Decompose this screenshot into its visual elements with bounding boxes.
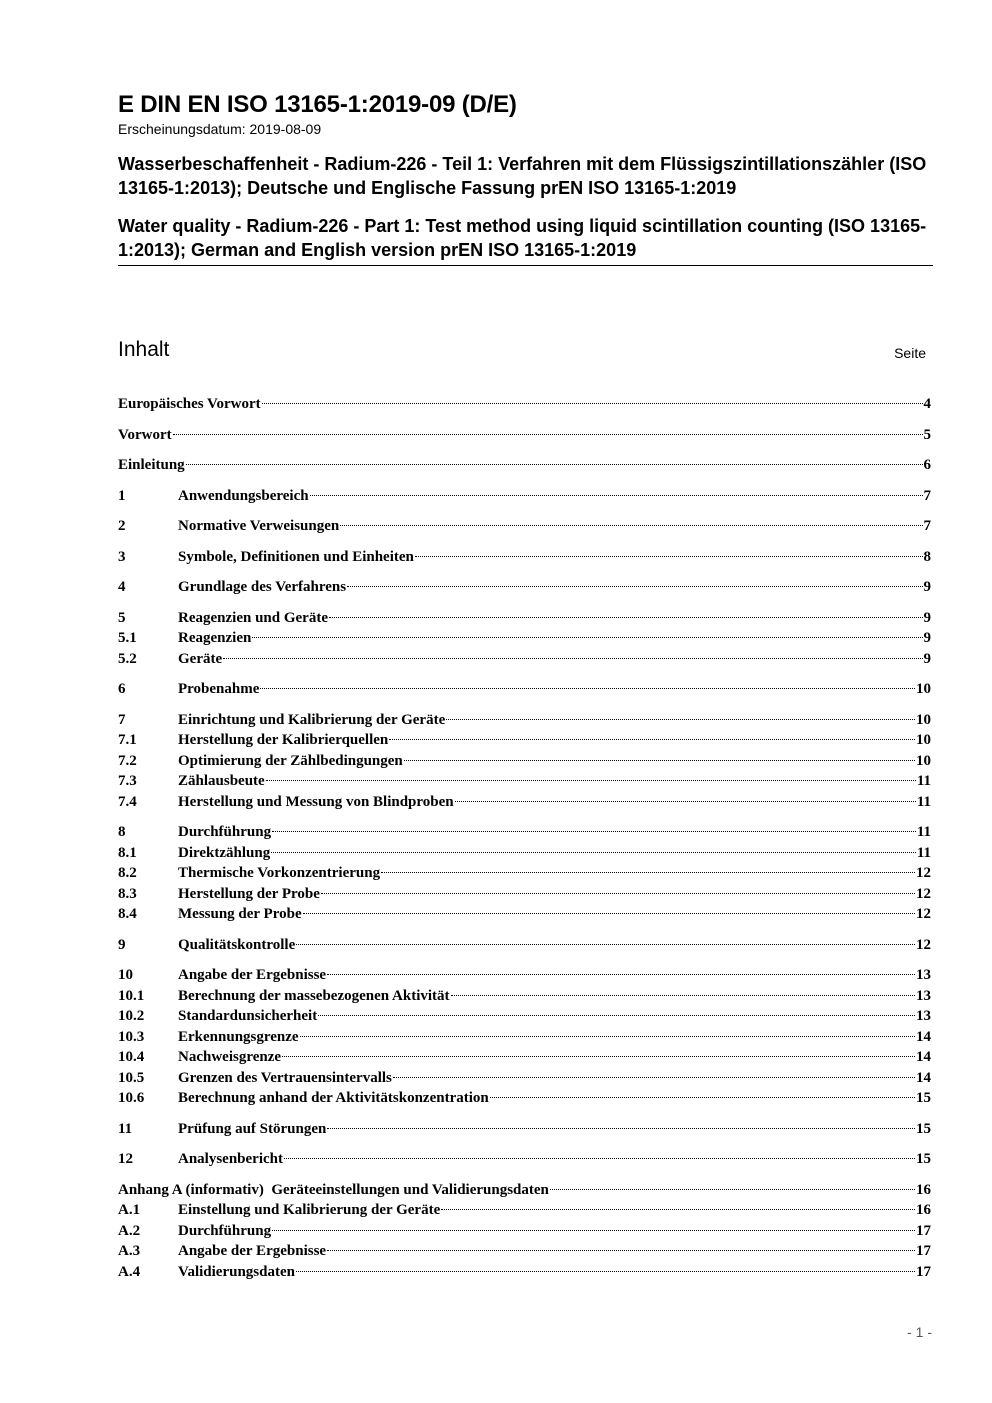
toc-entry-page: 11 <box>916 844 931 861</box>
toc-entry-label: Nachweisgrenze <box>178 1049 282 1065</box>
toc-entry-number: 2 <box>118 518 126 534</box>
toc-entry-label: Messung der Probe <box>178 906 302 922</box>
toc-entry[interactable] <box>118 649 931 670</box>
toc-entry-number: 10 <box>118 967 133 983</box>
toc-entry-number: 10.5 <box>118 1069 145 1086</box>
toc-entry-number: 12 <box>118 1151 133 1167</box>
toc-entry[interactable] <box>118 1068 931 1089</box>
toc-entry-label: Reagenzien <box>178 630 252 646</box>
toc-entry[interactable] <box>118 1180 931 1201</box>
toc-entry[interactable] <box>118 1262 931 1283</box>
toc-entry-number: 10.2 <box>118 1008 145 1024</box>
dot-leader <box>327 974 915 975</box>
toc-entry[interactable] <box>118 1088 931 1109</box>
toc-entry-number: 8.3 <box>118 885 137 902</box>
publication-date: Erscheinungsdatum: 2019-08-09 <box>118 121 322 137</box>
title-english: Water quality - Radium-226 - Part 1: Test method using liquid scintillation counting (ISO 13165-1:2013); German and English version prEN ISO 13165-1:2019 <box>118 214 933 266</box>
table-of-contents <box>118 394 931 1282</box>
dot-leader <box>327 1250 915 1251</box>
toc-entry[interactable] <box>118 1027 931 1048</box>
toc-entry-number: 5.1 <box>118 630 137 646</box>
toc-entry-number: A.1 <box>118 1202 141 1218</box>
dot-leader <box>310 495 923 496</box>
toc-entry-number: 7.4 <box>118 793 137 810</box>
dot-leader <box>296 1271 915 1272</box>
toc-entry[interactable] <box>118 884 931 905</box>
toc-entry-page: 12 <box>916 906 931 922</box>
toc-entry-label: Zählausbeute <box>178 773 265 789</box>
toc-entry-page: 11 <box>916 793 931 810</box>
toc-entry-page: 9 <box>923 609 931 626</box>
toc-entry-page: 10 <box>916 732 931 748</box>
toc-entry-label: Herstellung der Kalibrierquellen <box>178 732 389 748</box>
dot-leader <box>262 403 923 404</box>
toc-entry[interactable] <box>118 455 931 476</box>
dot-leader <box>186 464 923 465</box>
dot-leader <box>327 1128 915 1129</box>
toc-entry-page: 12 <box>916 885 931 902</box>
toc-entry[interactable] <box>118 1047 931 1068</box>
dot-leader <box>446 719 915 720</box>
toc-entry[interactable] <box>118 1200 931 1221</box>
toc-entry-number: 8.4 <box>118 906 137 922</box>
dot-leader <box>284 1158 915 1159</box>
toc-entry[interactable] <box>118 1119 931 1140</box>
toc-entry-page: 9 <box>923 579 931 595</box>
toc-entry-label: Direktzählung <box>178 844 271 861</box>
toc-entry-label: Geräte <box>178 650 223 667</box>
toc-entry-number: 10.6 <box>118 1090 145 1106</box>
toc-entry[interactable] <box>118 986 931 1007</box>
page-number: - 1 - <box>907 1324 932 1340</box>
dot-leader <box>272 831 916 832</box>
toc-entry-label: Probenahme <box>178 681 260 697</box>
toc-entry-page: 16 <box>916 1202 931 1218</box>
toc-entry[interactable] <box>118 863 931 884</box>
toc-entry-label: Validierungsdaten <box>178 1263 295 1280</box>
toc-entry-label: Durchführung <box>178 1222 272 1239</box>
toc-entry-label: Vorwort <box>118 426 172 443</box>
toc-entry-label: Angabe der Ergebnisse <box>178 1243 327 1259</box>
toc-entry-label: Thermische Vorkonzentrierung <box>178 865 381 881</box>
toc-entry-number: 9 <box>118 936 126 953</box>
toc-entry-page: 15 <box>916 1090 931 1106</box>
toc-entry-page: 11 <box>916 773 931 789</box>
toc-entry[interactable] <box>118 730 931 751</box>
dot-leader <box>329 617 923 618</box>
toc-entry-page: 5 <box>923 426 931 443</box>
toc-entry-label: Optimierung der Zählbedingungen <box>178 752 403 769</box>
toc-entry[interactable] <box>118 822 931 843</box>
toc-entry-page: 15 <box>916 1151 931 1167</box>
toc-entry-label: Anwendungsbereich <box>178 487 309 504</box>
dot-leader <box>296 944 915 945</box>
dot-leader <box>347 586 922 587</box>
toc-entry-page: 10 <box>916 711 931 728</box>
toc-entry-page: 11 <box>916 824 931 840</box>
toc-entry-number: 10.1 <box>118 987 145 1004</box>
toc-entry-page: 13 <box>916 967 931 983</box>
toc-entry[interactable] <box>118 1149 931 1170</box>
toc-entry[interactable] <box>118 710 931 731</box>
toc-entry-number: 7.3 <box>118 773 137 789</box>
toc-entry-label: Durchführung <box>178 824 272 840</box>
dot-leader <box>550 1189 915 1190</box>
toc-entry-label: Reagenzien und Geräte <box>178 609 328 626</box>
dot-leader <box>271 852 916 853</box>
toc-heading: Inhalt <box>118 338 170 361</box>
dot-leader <box>490 1097 915 1098</box>
toc-entry-label: Einleitung <box>118 457 185 473</box>
toc-entry-page: 9 <box>923 650 931 667</box>
toc-entry-number: 11 <box>118 1120 133 1137</box>
toc-entry-label: Europäisches Vorwort <box>118 396 261 412</box>
toc-entry-page: 15 <box>916 1120 931 1137</box>
toc-entry-number: 5.2 <box>118 650 137 667</box>
toc-entry[interactable] <box>118 547 931 568</box>
toc-entry-number: A.3 <box>118 1243 141 1259</box>
dot-leader <box>389 739 915 740</box>
toc-entry[interactable] <box>118 792 931 813</box>
dot-leader <box>393 1077 915 1078</box>
toc-entry[interactable] <box>118 771 931 792</box>
toc-entry-page: 6 <box>923 457 931 473</box>
toc-entry[interactable] <box>118 1241 931 1262</box>
dot-leader <box>340 525 922 526</box>
toc-entry-number: A.4 <box>118 1263 141 1280</box>
dot-leader <box>300 1036 915 1037</box>
dot-leader <box>272 1230 915 1231</box>
toc-entry-label: Symbole, Definitionen und Einheiten <box>178 548 414 565</box>
toc-entry-label: Erkennungsgrenze <box>178 1028 299 1045</box>
toc-entry-number: 8.1 <box>118 844 137 861</box>
page-column-label: Seite <box>894 345 926 361</box>
toc-entry-number: 7.2 <box>118 752 137 769</box>
toc-entry-page: 16 <box>916 1181 931 1198</box>
toc-entry-page: 8 <box>923 548 931 565</box>
dot-leader <box>455 801 916 802</box>
toc-entry-label: Qualitätskontrolle <box>178 936 296 953</box>
dot-leader <box>404 760 915 761</box>
toc-entry-page: 17 <box>916 1263 931 1280</box>
toc-entry-page: 9 <box>923 630 931 646</box>
toc-entry[interactable] <box>118 751 931 772</box>
toc-entry-number: 7 <box>118 711 126 728</box>
toc-entry-page: 17 <box>916 1243 931 1259</box>
toc-entry-page: 12 <box>916 865 931 881</box>
toc-entry-label: Herstellung und Messung von Blindproben <box>178 793 454 810</box>
toc-entry[interactable] <box>118 965 931 986</box>
toc-entry[interactable] <box>118 425 931 446</box>
toc-entry-label: Grundlage des Verfahrens <box>178 579 347 595</box>
toc-entry-number: 4 <box>118 579 126 595</box>
toc-entry-page: 7 <box>923 518 931 534</box>
toc-entry-page: 10 <box>916 752 931 769</box>
dot-leader <box>321 893 915 894</box>
dot-leader <box>173 434 923 435</box>
toc-entry-number: 6 <box>118 681 126 697</box>
toc-entry-page: 7 <box>923 487 931 504</box>
toc-entry-label: Angabe der Ergebnisse <box>178 967 327 983</box>
toc-entry-label: Einstellung und Kalibrierung der Geräte <box>178 1202 441 1218</box>
toc-entry[interactable] <box>118 679 931 700</box>
toc-entry-page: 10 <box>916 681 931 697</box>
document-header <box>118 90 933 266</box>
toc-entry-label: Prüfung auf Störungen <box>178 1120 327 1137</box>
document-number: E DIN EN ISO 13165-1:2019-09 (D/E) <box>118 91 517 118</box>
dot-leader <box>318 1015 915 1016</box>
dot-leader <box>415 556 923 557</box>
dot-leader <box>441 1209 915 1210</box>
toc-entry-label: Herstellung der Probe <box>178 885 320 902</box>
toc-entry-label: Einrichtung und Kalibrierung der Geräte <box>178 711 446 728</box>
dot-leader <box>260 688 915 689</box>
toc-entry-number: 8 <box>118 824 126 840</box>
dot-leader <box>266 780 916 781</box>
toc-entry-number: 8.2 <box>118 865 137 881</box>
toc-header <box>118 338 926 368</box>
toc-entry[interactable] <box>118 628 931 649</box>
toc-entry[interactable] <box>118 904 931 925</box>
toc-entry[interactable] <box>118 516 931 537</box>
toc-entry-label: Grenzen des Vertrauensintervalls <box>178 1069 392 1086</box>
toc-entry-page: 4 <box>923 396 931 412</box>
toc-entry-number: 3 <box>118 548 126 565</box>
dot-leader <box>282 1056 915 1057</box>
toc-entry-label: Anhang A (informativ) Geräteeinstellungen und Validierungsdaten <box>118 1181 549 1198</box>
toc-entry-number: 5 <box>118 609 126 626</box>
toc-entry-label: Analysenbericht <box>178 1151 283 1167</box>
toc-entry-number: 10.4 <box>118 1049 145 1065</box>
toc-entry-page: 17 <box>916 1222 931 1239</box>
dot-leader <box>303 913 915 914</box>
toc-entry-number: 1 <box>118 487 126 504</box>
toc-entry-page: 13 <box>916 987 931 1004</box>
toc-entry[interactable] <box>118 394 931 415</box>
toc-entry[interactable] <box>118 577 931 598</box>
title-german: Wasserbeschaffenheit - Radium-226 - Teil 1: Verfahren mit dem Flüssigszintillationszähler (ISO 13165-1:2013); Deutsche und Englische Fassung prEN ISO 13165-1:2019 <box>118 154 927 198</box>
toc-entry[interactable] <box>118 1006 931 1027</box>
dot-leader <box>252 637 922 638</box>
toc-entry-label: Berechnung der massebezogenen Aktivität <box>178 987 450 1004</box>
toc-entry[interactable] <box>118 486 931 507</box>
toc-entry-page: 13 <box>916 1008 931 1024</box>
toc-entry[interactable] <box>118 935 931 956</box>
toc-entry[interactable] <box>118 1221 931 1242</box>
toc-entry-label: Berechnung anhand der Aktivitätskonzentration <box>178 1090 489 1106</box>
toc-entry-page: 14 <box>916 1028 931 1045</box>
dot-leader <box>451 995 915 996</box>
dot-leader <box>381 872 915 873</box>
toc-entry[interactable] <box>118 843 931 864</box>
toc-entry-number: 7.1 <box>118 732 137 748</box>
dot-leader <box>223 658 922 659</box>
toc-entry-label: Normative Verweisungen <box>178 518 340 534</box>
toc-entry-page: 14 <box>916 1069 931 1086</box>
toc-entry-page: 14 <box>916 1049 931 1065</box>
toc-entry-page: 12 <box>916 936 931 953</box>
toc-entry-label: Standardunsicherheit <box>178 1008 318 1024</box>
toc-entry-number: 10.3 <box>118 1028 145 1045</box>
toc-entry[interactable] <box>118 608 931 629</box>
toc-entry-number: A.2 <box>118 1222 141 1239</box>
